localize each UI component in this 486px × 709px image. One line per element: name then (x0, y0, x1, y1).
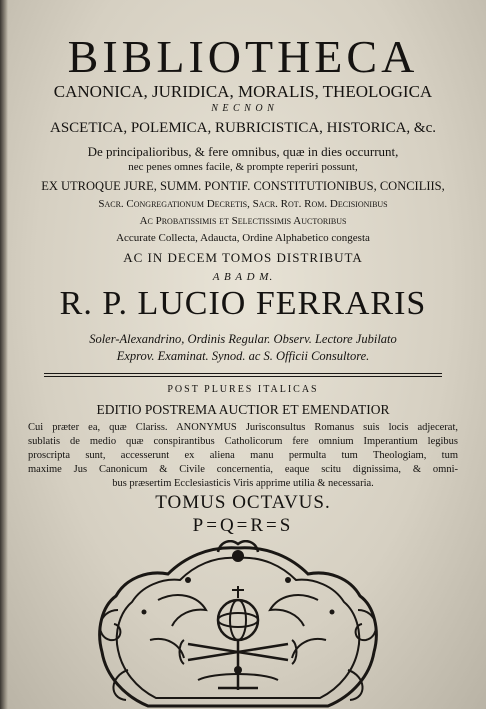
description-line-2: nec penes omnes facile, & prompte reperiri possunt, (128, 161, 358, 173)
ab-adm-line: A B A D M. (212, 271, 274, 283)
subtitle-line-3: ASCETICA, POLEMICA, RUBRICISTICA, HISTORICA, &c. (50, 120, 436, 136)
author-title-line-1: Soler-Alexandrino, Ordinis Regular. Observ. Lectore Jubilato (89, 332, 397, 346)
main-title: BIBLIOTHECA (67, 31, 419, 82)
subtitle-line-2: N E C N O N (211, 103, 275, 114)
editorial-paragraph (28, 421, 458, 491)
fleuron-ornament (88, 540, 388, 709)
edition-line-1: POST PLURES ITALICAS (167, 384, 319, 395)
sources-line-1: EX UTROQUE JURE, SUMM. PONTIF. CONSTITUTIONIBUS, CONCILIIS, (41, 179, 445, 193)
paragraph-line: Cui præter ea, quæ Clariss. ANONYMUS Jurisconsultus Romanus suis locis adjecerat, (28, 422, 458, 433)
volume-letters: P=Q=R=S (192, 515, 294, 536)
arrangement-line: Accurate Collecta, Adaucta, Ordine Alphabetico congesta (116, 232, 370, 244)
top-rule (44, 373, 442, 374)
edition-line-2: EDITIO POSTREMA AUCTIOR ET EMENDATIOR (96, 402, 390, 417)
author-title-line-2: Exprov. Examinat. Synod. ac S. Officii Consultore. (116, 349, 370, 363)
distribution-line: AC IN DECEM TOMOS DISTRIBUTA (123, 250, 363, 265)
subtitle-line-1: CANONICA, JURIDICA, MORALIS, THEOLOGICA (53, 82, 433, 101)
top-rule-2 (44, 376, 442, 377)
paragraph-line: bus præsertim Ecclesiasticis Viris apprime utilia & necessaria. (112, 478, 374, 489)
paragraph-line: proscripta sunt, accesserunt ex aliena manu permulta tum Theologiam, tum (28, 450, 458, 461)
sources-line-2: Sacr. Congregationum Decretis, Sacr. Rot. Rom. Decisionibus (98, 198, 388, 210)
paragraph-line: sublatis de medio quæ conspirantibus Catholicorum fere omnium Imperantium legibus (28, 436, 458, 447)
description-line-1: De principalioribus, & fere omnibus, quæ in dies occurrunt, (87, 144, 399, 159)
volume-line: TOMUS OCTAVUS. (155, 492, 331, 513)
author-name: R. P. LUCIO FERRARIS (59, 285, 427, 322)
paragraph-line: maxime Jus Canonicum & Civile concernentia, eaque scitu dignissima, & omni- (28, 464, 458, 475)
sources-line-3: Ac Probatissimis et Selectissimis Auctoribus (139, 215, 347, 227)
